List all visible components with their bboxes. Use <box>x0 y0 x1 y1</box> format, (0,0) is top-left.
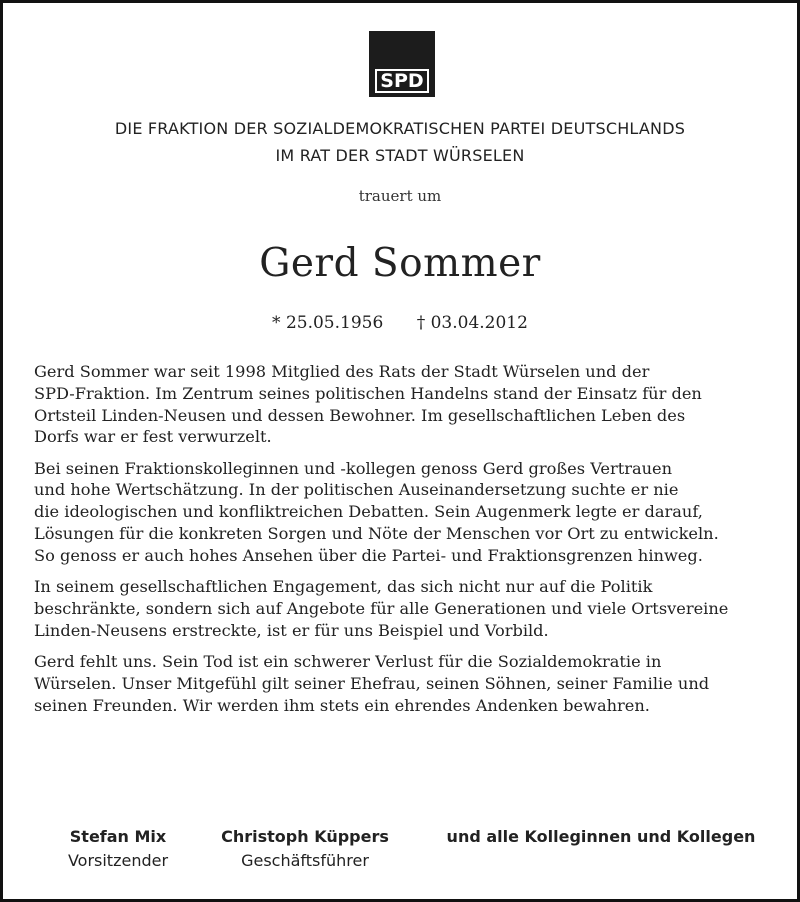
spd-logo-text: SPD <box>375 69 428 93</box>
signature-manager <box>215 825 395 873</box>
spd-logo <box>369 31 435 97</box>
deceased-name: Gerd Sommer <box>259 241 541 286</box>
birth-date: * 25.05.1956 <box>272 313 384 333</box>
death-date: † 03.04.2012 <box>416 313 528 333</box>
organization-line-1: DIE FRAKTION DER SOZIALDEMOKRATISCHEN PARTEI DEUTSCHLANDS <box>114 119 686 138</box>
signature-name: und alle Kolleginnen und Kollegen <box>446 827 756 846</box>
signature-name: Christoph Küppers <box>221 827 389 846</box>
signature-name: Stefan Mix <box>69 827 167 846</box>
organization-header <box>3 115 797 169</box>
paragraph-4: Gerd fehlt uns. Sein Tod ist ein schwerer Verlust für die Sozialdemokratie in Würselen. Unser Mitgefühl gilt seiner Ehefrau, seinen Söhnen, seiner Familie und seinen Freunden. Wir werden ihm stets ein ehrendes Andenken bewahren. <box>34 652 710 715</box>
mourning-intro: trauert um <box>358 187 442 205</box>
paragraph-1: Gerd Sommer war seit 1998 Mitglied des Rats der Stadt Würselen und der SPD-Fraktion. Im Zentrum seines politischen Handelns stand der Einsatz für den Ortsteil Linden-Neusen und dessen Bewohner. Im gesellschaftlichen Leben des Dorfs war er fest verwurzelt. <box>34 362 702 447</box>
paragraph-2: Bei seinen Fraktionskolleginnen und -kollegen genoss Gerd großes Vertrauen und hohe Wertschätzung. In der politischen Auseinandersetzung suchte er nie die ideologischen und konfliktreichen Debatten. Sein Augenmerk legte er darauf, Lösungen für die konkreten Sorgen und Nöte der Menschen vor Ort zu entwickeln. So genoss er auch hohes Ansehen über die Partei- und Fraktionsgrenzen hinweg. <box>34 458 719 565</box>
signature-role: Vorsitzender <box>67 851 169 870</box>
organization-line-2: IM RAT DER STADT WÜRSELEN <box>275 146 525 165</box>
life-dates <box>3 313 797 333</box>
obituary-text <box>34 361 774 726</box>
signature-colleagues <box>436 825 766 849</box>
signature-chair <box>55 825 181 873</box>
paragraph-3: In seinem gesellschaftlichen Engagement, das sich nicht nur auf die Politik beschränkte, sondern sich auf Angebote für alle Generationen und viele Ortsvereine Linden-Neusens erstreckte, ist er für uns Beispiel und Vorbild. <box>34 577 729 640</box>
signature-role: Geschäftsführer <box>241 851 369 870</box>
